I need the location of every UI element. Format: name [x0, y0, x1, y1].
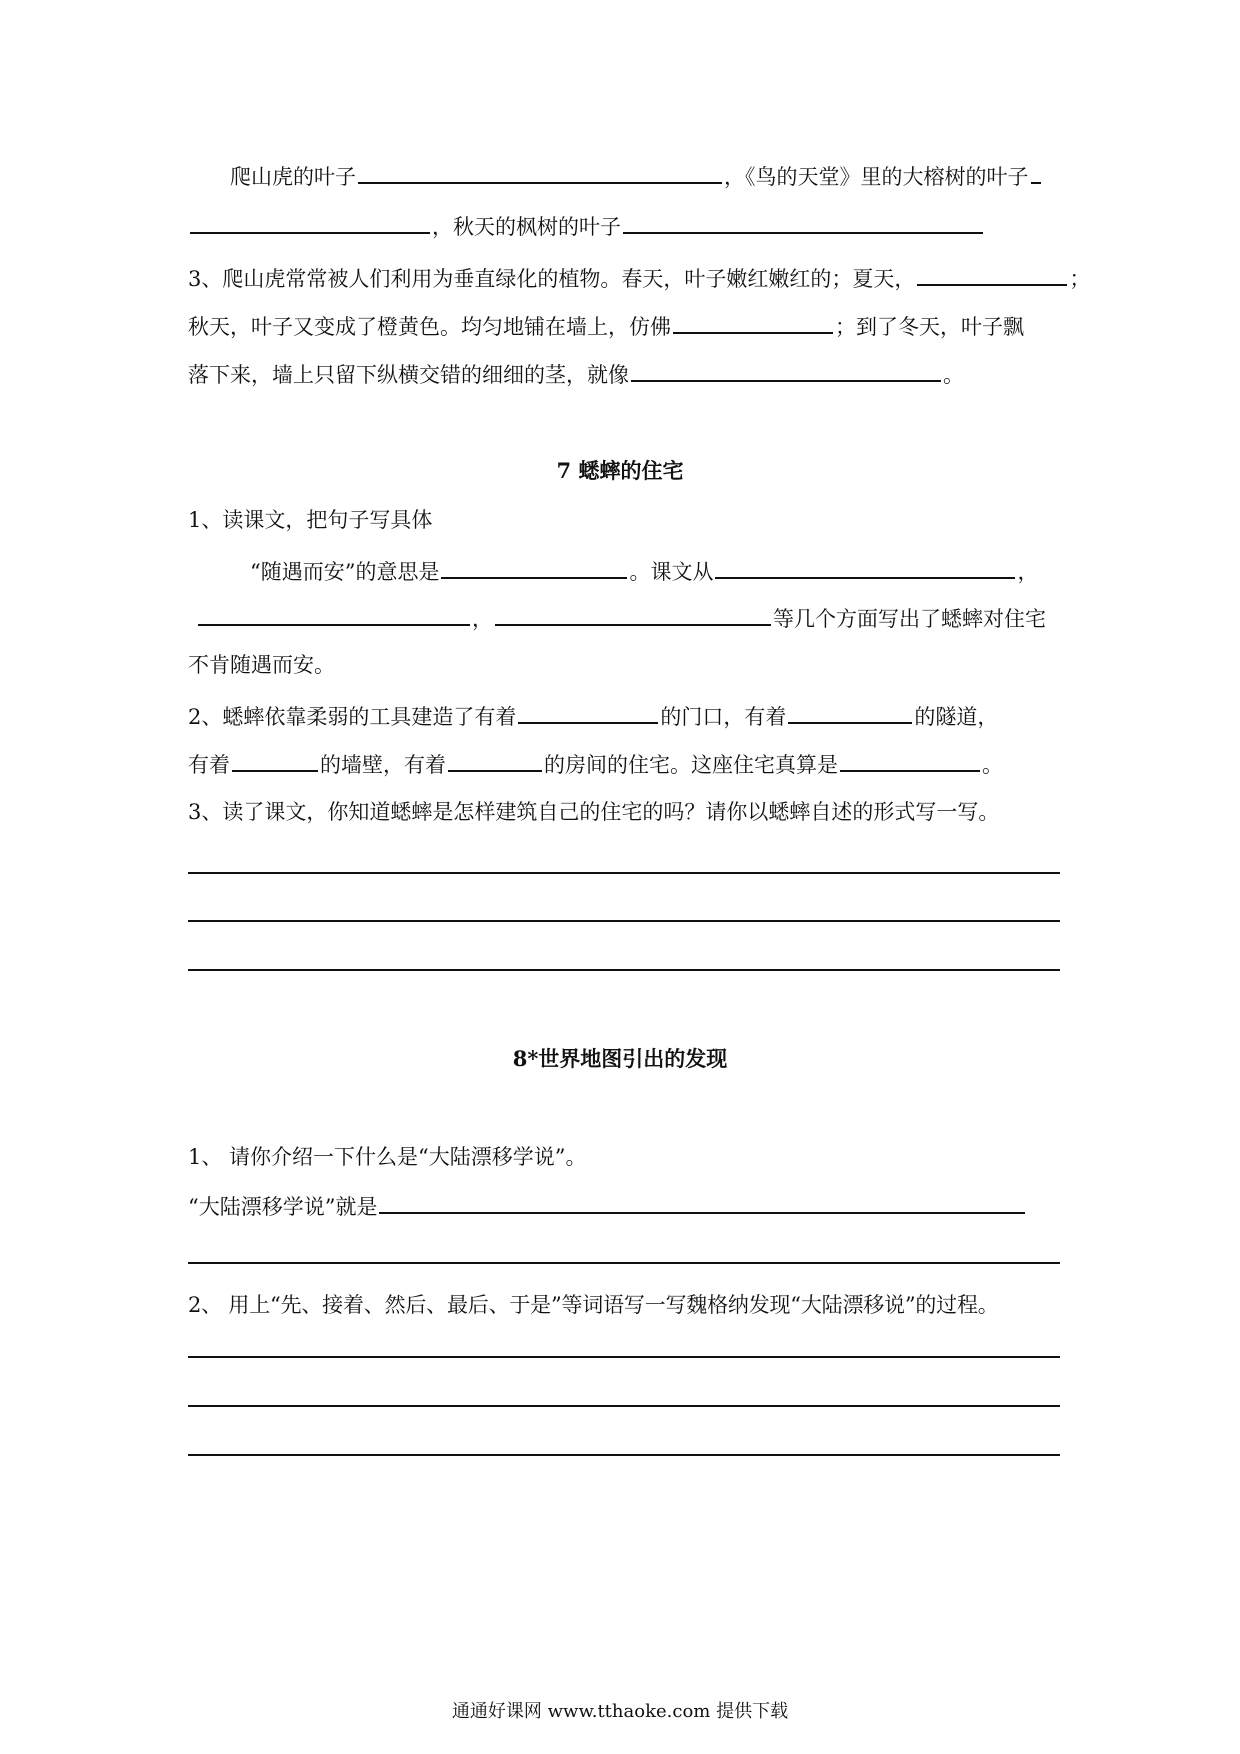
s8-q1-text: “大陆漂移学说”就是 — [188, 1195, 378, 1219]
s7-q1-line3: 不肯随遇而安。 — [188, 653, 335, 677]
s6-line1-text-b: ，《鸟的天堂》里的大榕树的叶子 — [724, 165, 1029, 189]
s7-q2-text-g: 。 — [982, 753, 1003, 777]
answer-blank[interactable] — [917, 262, 1067, 286]
s7-q3: 3、读了课文，你知道蟋蟀是怎样建筑自己的住宅的吗？请你以蟋蟀自述的形式写一写。 — [188, 800, 1000, 824]
s7-q1-line1 — [250, 555, 1060, 587]
s7-q1-line2 — [188, 602, 1060, 634]
s6-q3-text-e: 落下来，墙上只留下纵横交错的细细的茎，就像 — [188, 363, 629, 387]
writing-line[interactable] — [188, 872, 1060, 874]
answer-blank[interactable] — [232, 748, 318, 772]
answer-blank[interactable] — [673, 310, 833, 334]
s7-q2-text-c: 的隧道， — [914, 705, 999, 729]
writing-line[interactable] — [188, 1262, 1060, 1264]
answer-blank[interactable] — [1031, 160, 1041, 184]
s7-q2-text-b: 的门口，有着 — [660, 705, 787, 729]
s8-q1: 1、 请你介绍一下什么是“大陆漂移学说”。 — [188, 1145, 587, 1169]
section-7-title: 7 蟋蟀的住宅 — [556, 458, 684, 483]
answer-blank[interactable] — [441, 555, 627, 579]
s8-q1-line — [188, 1190, 1060, 1222]
s6-q3-text-f: 。 — [943, 363, 964, 387]
s6-line2 — [188, 210, 1060, 242]
answer-blank[interactable] — [495, 602, 771, 626]
s6-line1-text-a: 爬山虎的叶子 — [230, 165, 356, 189]
s7-q1: 1、读课文，把句子写具体 — [188, 508, 433, 532]
answer-blank[interactable] — [631, 358, 941, 382]
s6-q3-text-d: ；到了冬天，叶子飘 — [835, 315, 1024, 339]
s6-q3-text-b: ； — [1069, 267, 1091, 291]
s7-q1-text-e: 等几个方面写出了蟋蟀对住宅 — [773, 607, 1046, 631]
s7-q2-text-d: 有着 — [188, 753, 230, 777]
s6-line1 — [230, 160, 1060, 192]
page-footer: 通通好课网 www.tthaoke.com 提供下载 — [451, 1701, 789, 1722]
s7-q2-line2 — [188, 748, 1060, 780]
s6-q3-text-a: 3、爬山虎常常被人们利用为垂直绿化的植物。春天，叶子嫩红嫩红的；夏天， — [188, 267, 916, 291]
writing-line[interactable] — [188, 1356, 1060, 1358]
s6-line2-text-a: ，秋天的枫树的叶子 — [432, 215, 621, 239]
s7-q1-text-d: ， — [472, 607, 493, 631]
answer-blank[interactable] — [448, 748, 542, 772]
s6-q3-line2 — [188, 310, 1060, 342]
writing-line[interactable] — [188, 969, 1060, 971]
s6-q3-line3 — [188, 358, 1060, 390]
answer-blank[interactable] — [190, 210, 430, 234]
answer-blank[interactable] — [358, 160, 722, 184]
answer-blank[interactable] — [840, 748, 980, 772]
s7-q2-text-a: 2、蟋蟀依靠柔弱的工具建造了有着 — [188, 705, 517, 729]
s7-q2-text-f: 的房间的住宅。这座住宅真算是 — [544, 753, 838, 777]
writing-line[interactable] — [188, 920, 1060, 922]
s7-q2-line1 — [188, 700, 1060, 732]
s7-q1-text-c: ， — [1017, 560, 1039, 584]
section-8-title: 8*世界地图引出的发现 — [512, 1046, 728, 1071]
s8-q2: 2、 用上“先、接着、然后、最后、于是”等词语写一写魏格纳发现“大陆漂移说”的过程。 — [188, 1293, 999, 1317]
answer-blank[interactable] — [198, 602, 470, 626]
answer-blank[interactable] — [518, 700, 658, 724]
writing-line[interactable] — [188, 1454, 1060, 1456]
s7-q2-text-e: 的墙壁，有着 — [320, 753, 446, 777]
answer-blank[interactable] — [715, 555, 1015, 579]
s7-q1-text-a: “随遇而安”的意思是 — [250, 560, 440, 584]
answer-blank[interactable] — [379, 1190, 1025, 1214]
s6-q3-text-c: 秋天，叶子又变成了橙黄色。均匀地铺在墙上，仿佛 — [188, 315, 671, 339]
writing-line[interactable] — [188, 1405, 1060, 1407]
answer-blank[interactable] — [623, 210, 983, 234]
s7-q1-text-b: 。课文从 — [629, 560, 714, 584]
answer-blank[interactable] — [788, 700, 912, 724]
s6-q3-line1 — [188, 262, 1091, 294]
